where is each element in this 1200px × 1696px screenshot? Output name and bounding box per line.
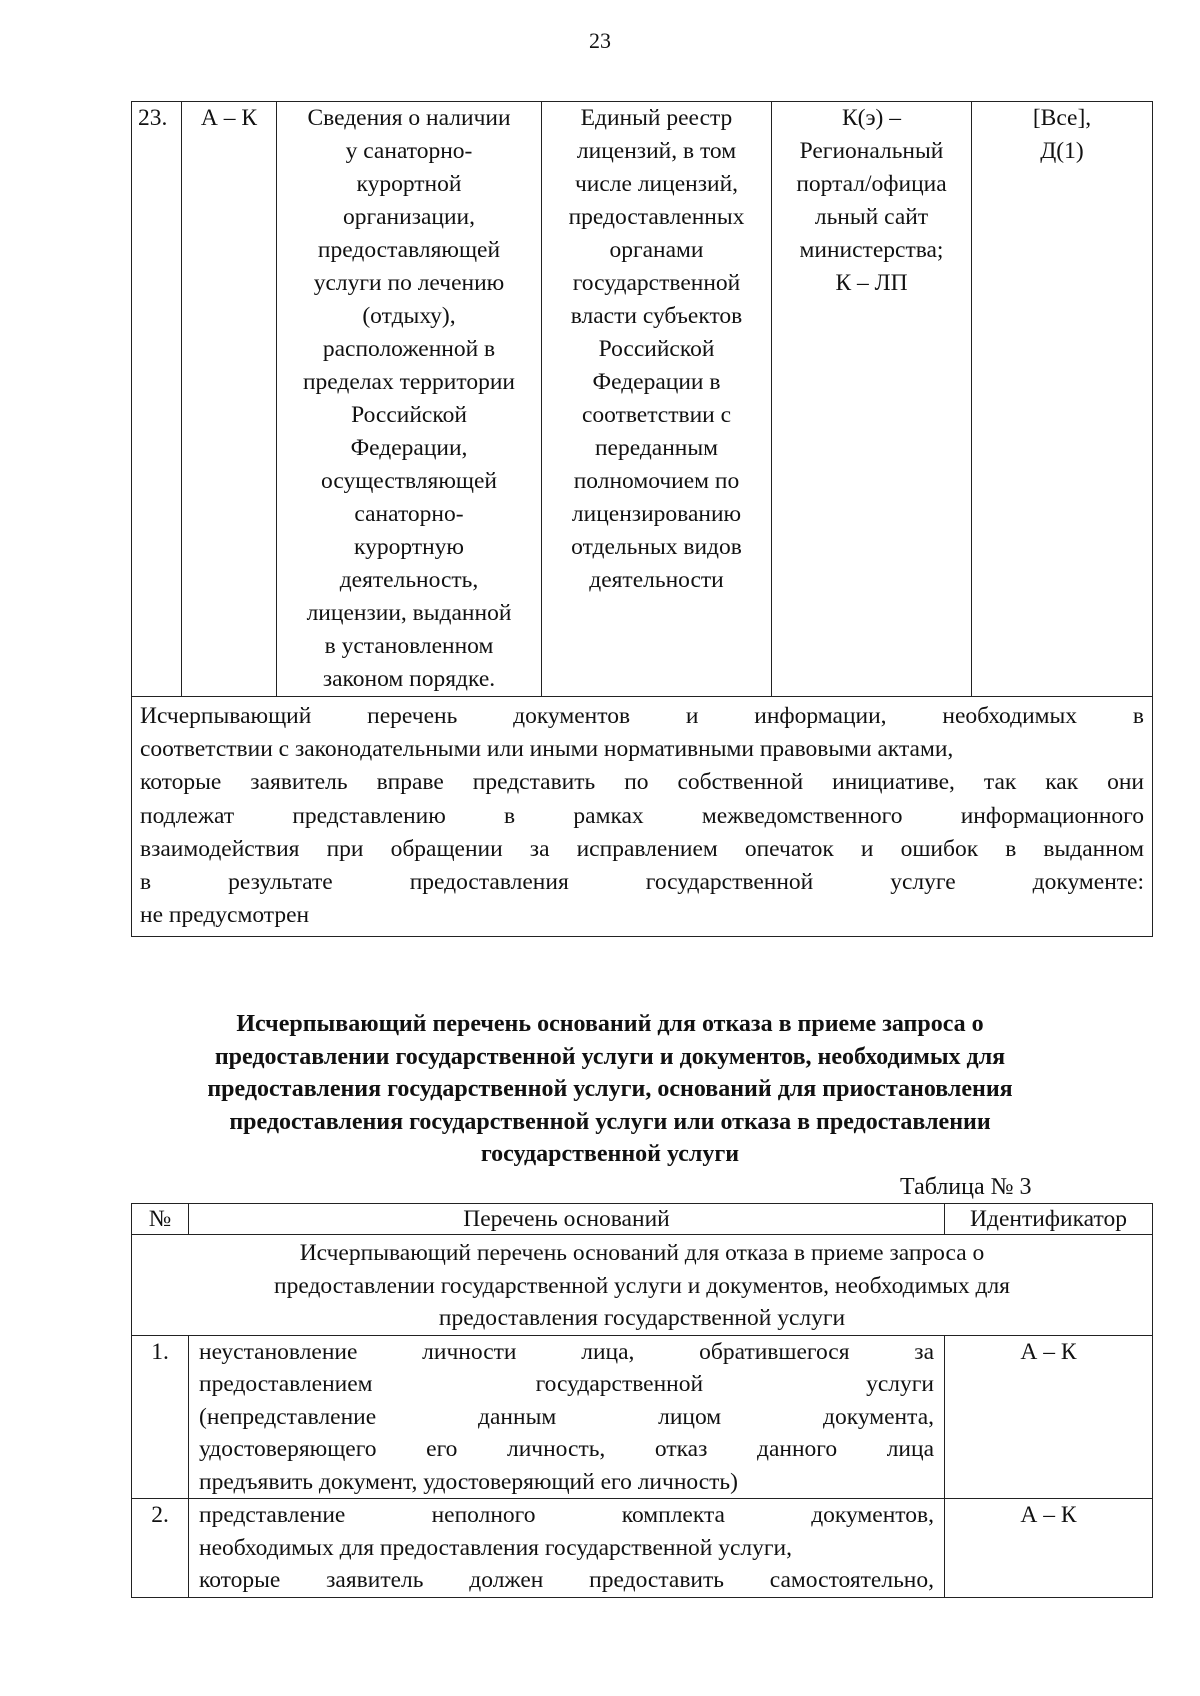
note-row (132, 697, 1153, 937)
header-num: № (132, 1204, 189, 1235)
documents-table (131, 101, 1153, 937)
table-row (132, 1335, 1153, 1499)
page-number: 23 (589, 28, 611, 53)
ground-text: представление неполного комплекта документов, необходимых для предоставления государственной услуги, которые заявитель должен предоставить самостоятельно, (189, 1499, 945, 1598)
section-row (132, 1235, 1153, 1336)
table-row (132, 102, 1153, 697)
section-title: Исчерпывающий перечень оснований для отказа в приеме запроса о предоставлении государственной услуги и документов, необходимых для предоставления государственной услуги (132, 1235, 1153, 1336)
header-identifier: Идентификатор (945, 1204, 1153, 1235)
note-cell: Исчерпывающий перечень документов и информации, необходимых в соответствии с законодательными или иными нормативными правовыми актами, которые заявитель вправе представить по собственной инициативе, так как они подлежат представлению в рамках межведомственного информационного взаимодействия при обращении за исправлением опечаток и ошибок в выданном в результате предоставления государственной услуге документе: не предусмотрен (132, 697, 1153, 937)
refusal-grounds-table (131, 1203, 1153, 1598)
channel-cell: К(э) – Региональный портал/официа льный сайт министерства; К – ЛП (772, 102, 972, 697)
row-identifier: А – К (945, 1499, 1153, 1598)
row-code: А – К (182, 102, 277, 697)
section-heading: Исчерпывающий перечень оснований для отказа в приеме запроса о предоставлении государственной услуги и документов, необходимых для предоставления государственной услуги, оснований для приостановления предоставления государственной услуги или отказа в предоставлении государственной услуги (207, 1011, 1013, 1167)
source-cell: Единый реестр лицензий, в том числе лицензий, предоставленных органами государственной власти субъектов Российской Федерации в соответствии с переданным полномочием по лицензированию отдельных видов деятельности (542, 102, 772, 697)
table-caption: Таблица № 3 (900, 1174, 1032, 1200)
info-cell: Сведения о наличии у санаторно- курортной организации, предоставляющей услуги по лечению (отдыху), расположенной в пределах территории Российской Федерации, осуществляющей санаторно- курортную деятельность, лицензии, выданной в установленном законом порядке. (277, 102, 542, 697)
applicability-cell: [Все], Д(1) (972, 102, 1153, 697)
row-identifier: А – К (945, 1335, 1153, 1499)
header-grounds: Перечень оснований (189, 1204, 945, 1235)
row-number: 2. (132, 1499, 189, 1598)
row-number: 1. (132, 1335, 189, 1499)
row-number: 23. (132, 102, 182, 697)
header-row (132, 1204, 1153, 1235)
table-row (132, 1499, 1153, 1598)
ground-text: неустановление личности лица, обратившегося за предоставлением государственной услуги (непредставление данным лицом документа, удостоверяющего его личность, отказ данного лица предъявить документ, удостоверяющий его личность) (189, 1335, 945, 1499)
